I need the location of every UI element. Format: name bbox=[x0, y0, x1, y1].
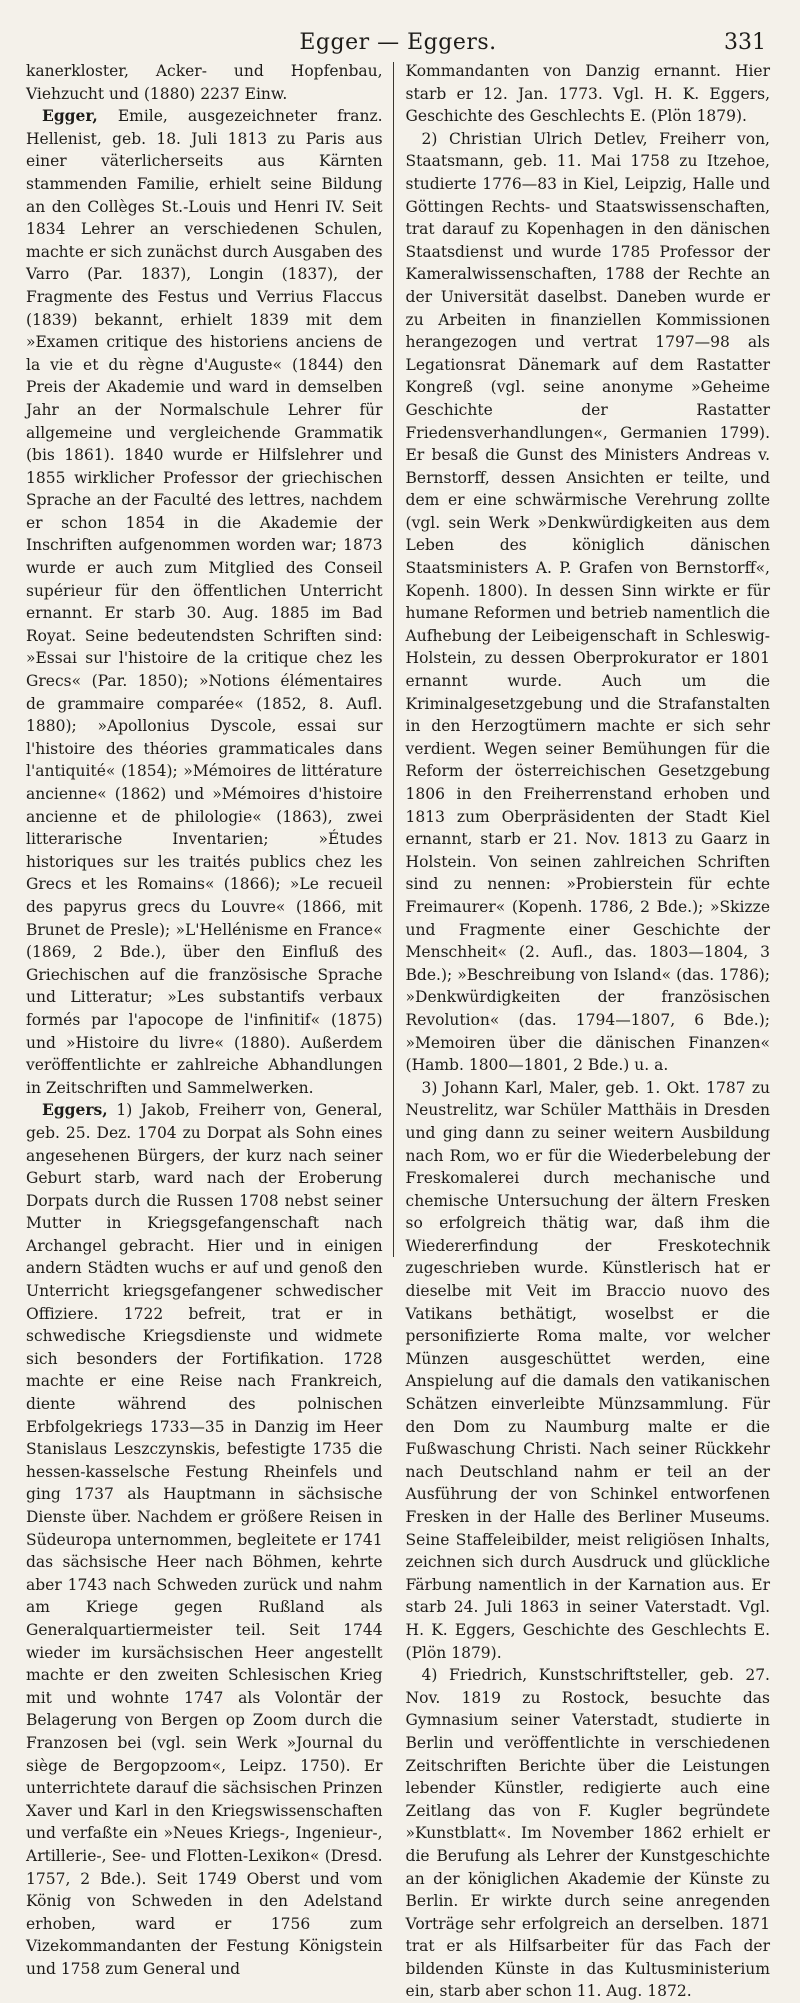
entry-egger bbox=[26, 105, 383, 1099]
paragraph-continuation: kanerkloster, Acker- und Hopfenbau, Viehzucht und (1880) 2237 Einw. bbox=[26, 62, 383, 103]
headword: Eggers, bbox=[42, 1100, 108, 1120]
two-column-body bbox=[26, 60, 770, 2001]
entry-eggers bbox=[26, 1099, 383, 1980]
entry-eggers-3: 3) Johann Karl, Maler, geb. 1. Okt. 1787 zu Neustrelitz, war Schüler Matthäis in Dresden und ging dann zu seiner weitern Ausbildung nach Rom, wo er für die Wiederbelebung der Freskomalerei durch mechanische und chemische Untersuchung der ältern Fresken so erfolgreich thätig war, daß ihm die Wiedererfindung der Freskotechnik zugeschrieben wurde. Künstlerisch hat er dieselbe mit Veit im Braccio nuovo des Vatikans bethätigt, woselbst er die personifizierte Roma malte, vor welcher Münzen ausgeschüttet werden, eine Anspielung auf die damals den vatikanischen Schätzen einverleibte Münzsammlung. Für den Dom zu Naumburg malte er die Fußwaschung Christi. Nach seiner Rückkehr nach Deutschland nahm er teil an der Ausführung der von Schinkel entworfenen Fresken in der Halle des Berliner Museums. Seine Staffeleibilder, meist religiösen Inhalts, zeichnen sich durch Ausdruck und glückliche Färbung namentlich in der Karnation aus. Er starb 24. Juli 1863 in seiner Vaterstadt. Vgl. H. K. Eggers, Geschichte des Geschlechts E. (Plön 1879). bbox=[405, 1078, 770, 1662]
headword: Egger, bbox=[42, 106, 98, 126]
entry-eggers-4: 4) Friedrich, Kunstschriftsteller, geb. 27. Nov. 1819 zu Rostock, besuchte das Gymnasium seiner Vaterstadt, studierte in Berlin und veröffentlichte in verschiedenen Zeitschriften Berichte über die Leistungen lebender Künstler, redigierte auch eine Zeitlang das von F. Kugler begründete »Kunstblatt«. Im November 1862 erhielt er die Berufung als Lehrer der Kunstgeschichte an der königlichen Akademie der Künste zu Berlin. Er wirkte durch seine anregenden Vorträge sehr erfolgreich an derselben. 1871 trat er als Hilfsarbeiter für das Fach der bildenden Künste in das Kultusministerium ein, starb aber schon 11. Aug. 1872. bbox=[405, 1666, 770, 2001]
left-column bbox=[26, 60, 393, 1978]
page-title: Egger — Eggers. bbox=[299, 30, 497, 55]
entry-eggers-2: 2) Christian Ulrich Detlev, Freiherr von, Staatsmann, geb. 11. Mai 1758 zu Itzehoe, studierte 1776—83 in Kiel, Leipzig, Halle und Göttingen Rechts- und Staatswissenschaften, trat darauf zu Kopenhagen in den dänischen Staatsdienst und wurde 1785 Professor der Kameralwissenschaften, 1788 der Rechte an der Universität daselbst. Daneben wurde er zu Arbeiten in finanziellen Kommissionen herangezogen und vertrat 1797—98 als Legationsrat Dänemark auf dem Rastatter Kongreß (vgl. seine anonyme »Geheime Geschichte der Rastatter Friedensverhandlungen«, Germanien 1799). Er besaß die Gunst des Ministers Andreas v. Bernstorff, dessen Ansichten er teilte, und dem er eine schwärmische Verehrung zollte (vgl. sein Werk »Denkwürdigkeiten aus dem Leben des königlich dänischen Staatsministers A. P. Grafen von Bernstorff«, Kopenh. 1800). In dessen Sinn wirkte er für humane Reformen und betrieb namentlich die Aufhebung der Leibeigenschaft in Schleswig-Holstein, zu dessen Oberprokurator er 1801 ernannt wurde. Auch um die Kriminalgesetzgebung und die Strafanstalten in den Herzogtümern machte er sich sehr verdient. Wegen seiner Bemühungen für die Reform der österreichischen Gesetzgebung 1806 in den Freiherrenstand erhoben und 1813 zum Oberpräsidenten der Stadt Kiel ernannt, starb er 21. Nov. 1813 zu Gaarz in Holstein. Von seinen zahlreichen Schriften sind zu nennen: »Probierstein für echte Freimaurer« (Kopenh. 1786, 2 Bde.); »Skizze und Fragmente einer Geschichte der Menschheit« (2. Aufl., das. 1803—1804, 3 Bde.); »Beschreibung von Island« (das. 1786); »Denkwürdigkeiten der französischen Revolution« (das. 1794—1807, 6 Bde.); »Memoiren über die dänischen Finanzen« (Hamb. 1800—1801, 2 Bde.) u. a. bbox=[405, 129, 770, 1075]
entry-text: Emile, ausgezeichneter franz. Hellenist, geb. 18. Juli 1813 zu Paris aus einer väterlicherseits aus Kärnten stammenden Familie, erhielt seine Bildung an den Collèges St.-Louis und Henri IV. Seit 1834 Lehrer an verschiedenen Schulen, machte er sich zunächst durch Ausgaben des Varro (Par. 1837), Longin (1837), der Fragmente des Festus und Verrius Flaccus (1839) bekannt, erhielt 1839 mit dem »Examen critique des historiens anciens de la vie et du règne d'Auguste« (1844) den Preis der Akademie und ward in demselben Jahr an der Normalschule Lehrer für allgemeine und vergleichende Grammatik (bis 1861). 1840 wurde er Hilfslehrer und 1855 wirklicher Professor der griechischen Sprache an der Faculté des lettres, nachdem er schon 1854 in die Akademie der Inschriften aufgenommen worden war; 1873 wurde er auch zum Mitglied des Conseil supérieur für den öffentlichen Unterricht ernannt. Er starb 30. Aug. 1885 im Bad Royat. Seine bedeutendsten Schriften sind: »Essai sur l'histoire de la critique chez les Grecs« (Par. 1850); »Notions élémentaires de grammaire comparée« (1852, 8. Aufl. 1880); »Apollonius Dyscole, essai sur l'histoire des théories grammaticales dans l'antiquité« (1854); »Mémoires de littérature ancienne« (1862) und »Mémoires d'histoire ancienne et de philologie« (1863), zwei litterarische Inventarien; »Études historiques sur les traités publics chez les Grecs et les Romains« (1866); »Le recueil des papyrus grecs du Louvre« (1866, mit Brunet de Presle); »L'Hellénisme en France« (1869, 2 Bde.), über den Einfluß des Griechischen auf die französische Sprache und Litteratur; »Les substantifs verbaux formés par l'apocope de l'infinitif« (1875) und »Histoire du livre« (1880). Außerdem veröffentlichte er zahlreiche Abhandlungen in Zeitschriften und Sammelwerken. bbox=[26, 107, 383, 1097]
running-header bbox=[26, 18, 770, 60]
right-column bbox=[394, 60, 770, 2001]
paragraph-continuation: Kommandanten von Danzig ernannt. Hier starb er 12. Jan. 1773. Vgl. H. K. Eggers, Geschichte des Geschlechts E. (Plön 1879). bbox=[405, 62, 770, 126]
page-number: 331 bbox=[724, 30, 766, 55]
entry-text: 1) Jakob, Freiherr von, General, geb. 25. Dez. 1704 zu Dorpat als Sohn eines angesehenen Bürgers, der kurz nach seiner Geburt starb, ward nach der Eroberung Dorpats durch die Russen 1708 nebst seiner Mutter in Kriegsgefangenschaft nach Archangel gebracht. Hier und in einigen andern Städten wuchs er auf und genoß den Unterricht kriegsgefangener schwedischer Offiziere. 1722 befreit, trat er in schwedische Kriegsdienste und widmete sich besonders der Fortifikation. 1728 machte er eine Reise nach Frankreich, diente während des polnischen Erbfolgekriegs 1733—35 in Danzig im Heer Stanislaus Leszczynskis, befestigte 1735 die hessen-kasselsche Festung Rheinfels und ging 1737 als Hauptmann in sächsische Dienste über. Nachdem er größere Reisen in Südeuropa unternommen, begleitete er 1741 das sächsische Heer nach Böhmen, kehrte aber 1743 nach Schweden zurück und nahm am Kriege gegen Rußland als Generalquartiermeister teil. Seit 1744 wieder im kursächsischen Heer angestellt machte er den zweiten Schlesischen Krieg mit und wohnte 1747 als Volontär der Belagerung von Bergen op Zoom durch die Franzosen bei (vgl. sein Werk »Journal du siège de Bergopzoom«, Leipz. 1750). Er unterrichtete darauf die sächsischen Prinzen Xaver und Karl in den Kriegswissenschaften und verfaßte ein »Neues Kriegs-, Ingenieur-, Artillerie-, See- und Flotten-Lexikon« (Dresd. 1757, 2 Bde.). Seit 1749 Oberst und vom König von Schweden in den Adelstand erhoben, ward er 1756 zum Vizekommandanten der Festung Königstein und 1758 zum General und bbox=[26, 1101, 383, 1978]
